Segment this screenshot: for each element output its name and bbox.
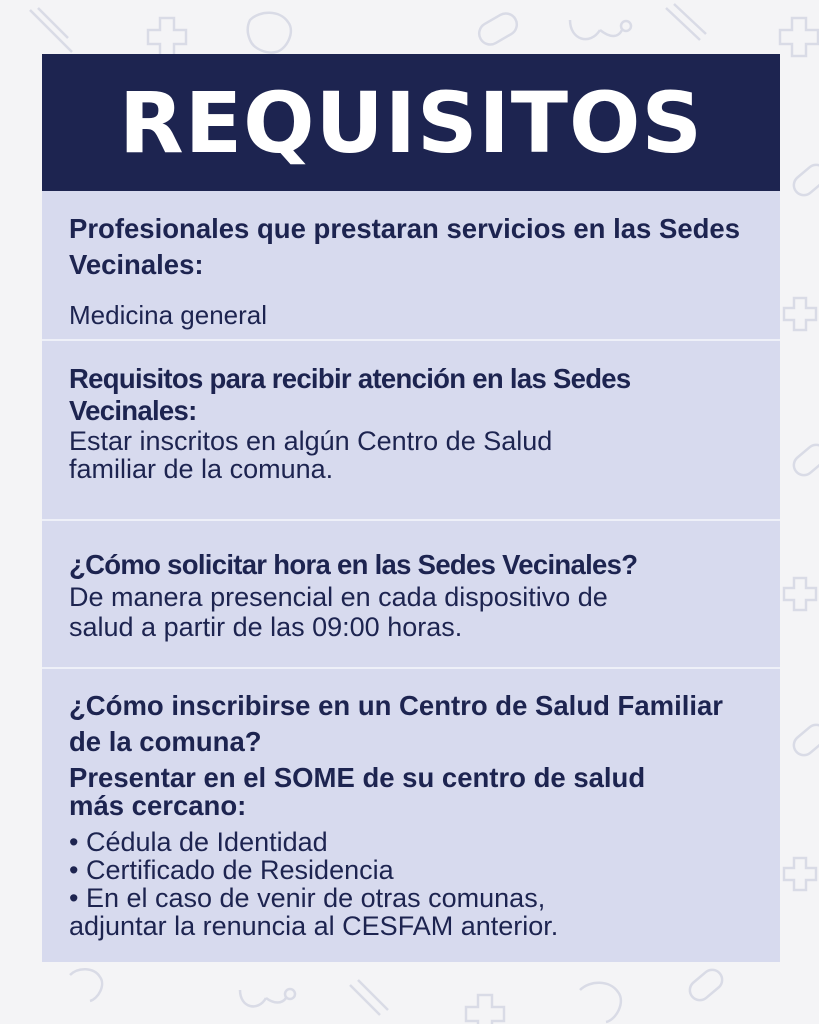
section-heading: Profesionales que prestaran servicios en las Sedes Vecinales:	[69, 213, 741, 280]
medical-cross-icon	[780, 18, 818, 56]
section-text: Medicina general	[69, 300, 268, 330]
requirements-card	[42, 54, 780, 962]
section-heading: Vecinales:	[69, 395, 197, 426]
pill-icon	[790, 161, 819, 199]
section-professionals	[42, 191, 780, 341]
medical-cross-icon	[784, 298, 816, 330]
medical-cross-icon	[466, 995, 504, 1024]
section-text: Estar inscritos en algún Centro de Salud	[69, 426, 553, 456]
page-title: REQUISITOS	[119, 73, 703, 172]
pill-icon	[686, 966, 726, 1004]
tooth-icon	[70, 969, 102, 1001]
tooth-icon	[248, 13, 291, 53]
section-text: salud a partir de las 09:00 horas.	[69, 612, 463, 642]
list-item: • Cédula de Identidad	[69, 827, 328, 857]
section-heading: Requisitos para recibir atención en las Sedes	[69, 363, 631, 394]
section-request-appointment	[42, 521, 780, 669]
stethoscope-icon	[570, 20, 631, 39]
section-text: familiar de la comuna.	[69, 454, 334, 484]
section-subheading: Presentar en el SOME de su centro de salud	[69, 762, 646, 793]
syringe-icon	[350, 980, 388, 1015]
pill-icon	[790, 441, 819, 479]
medical-cross-icon	[784, 578, 816, 610]
list-item: • Certificado de Residencia	[69, 855, 394, 885]
requirements-list	[69, 828, 753, 940]
stethoscope-icon	[240, 989, 295, 1006]
pill-icon	[475, 9, 521, 48]
medical-cross-icon	[784, 858, 816, 890]
section-registration	[42, 669, 780, 962]
syringe-icon	[666, 4, 706, 40]
medical-cross-icon	[148, 18, 186, 56]
section-subheading: más cercano:	[69, 790, 247, 821]
section-attention-requirements	[42, 341, 780, 521]
tooth-icon	[580, 983, 621, 1022]
pill-icon	[790, 721, 819, 759]
list-item: • En el caso de venir de otras comunas,	[69, 883, 546, 913]
section-heading: ¿Cómo solicitar hora en las Sedes Vecinales?	[69, 549, 638, 580]
section-text: De manera presencial en cada dispositivo de	[69, 582, 608, 612]
list-item: adjuntar la renuncia al CESFAM anterior.	[69, 911, 559, 941]
title-banner	[42, 54, 780, 191]
syringe-icon	[30, 8, 72, 52]
section-heading: ¿Cómo inscribirse en un Centro de Salud Familiar de la comuna?	[69, 690, 724, 757]
